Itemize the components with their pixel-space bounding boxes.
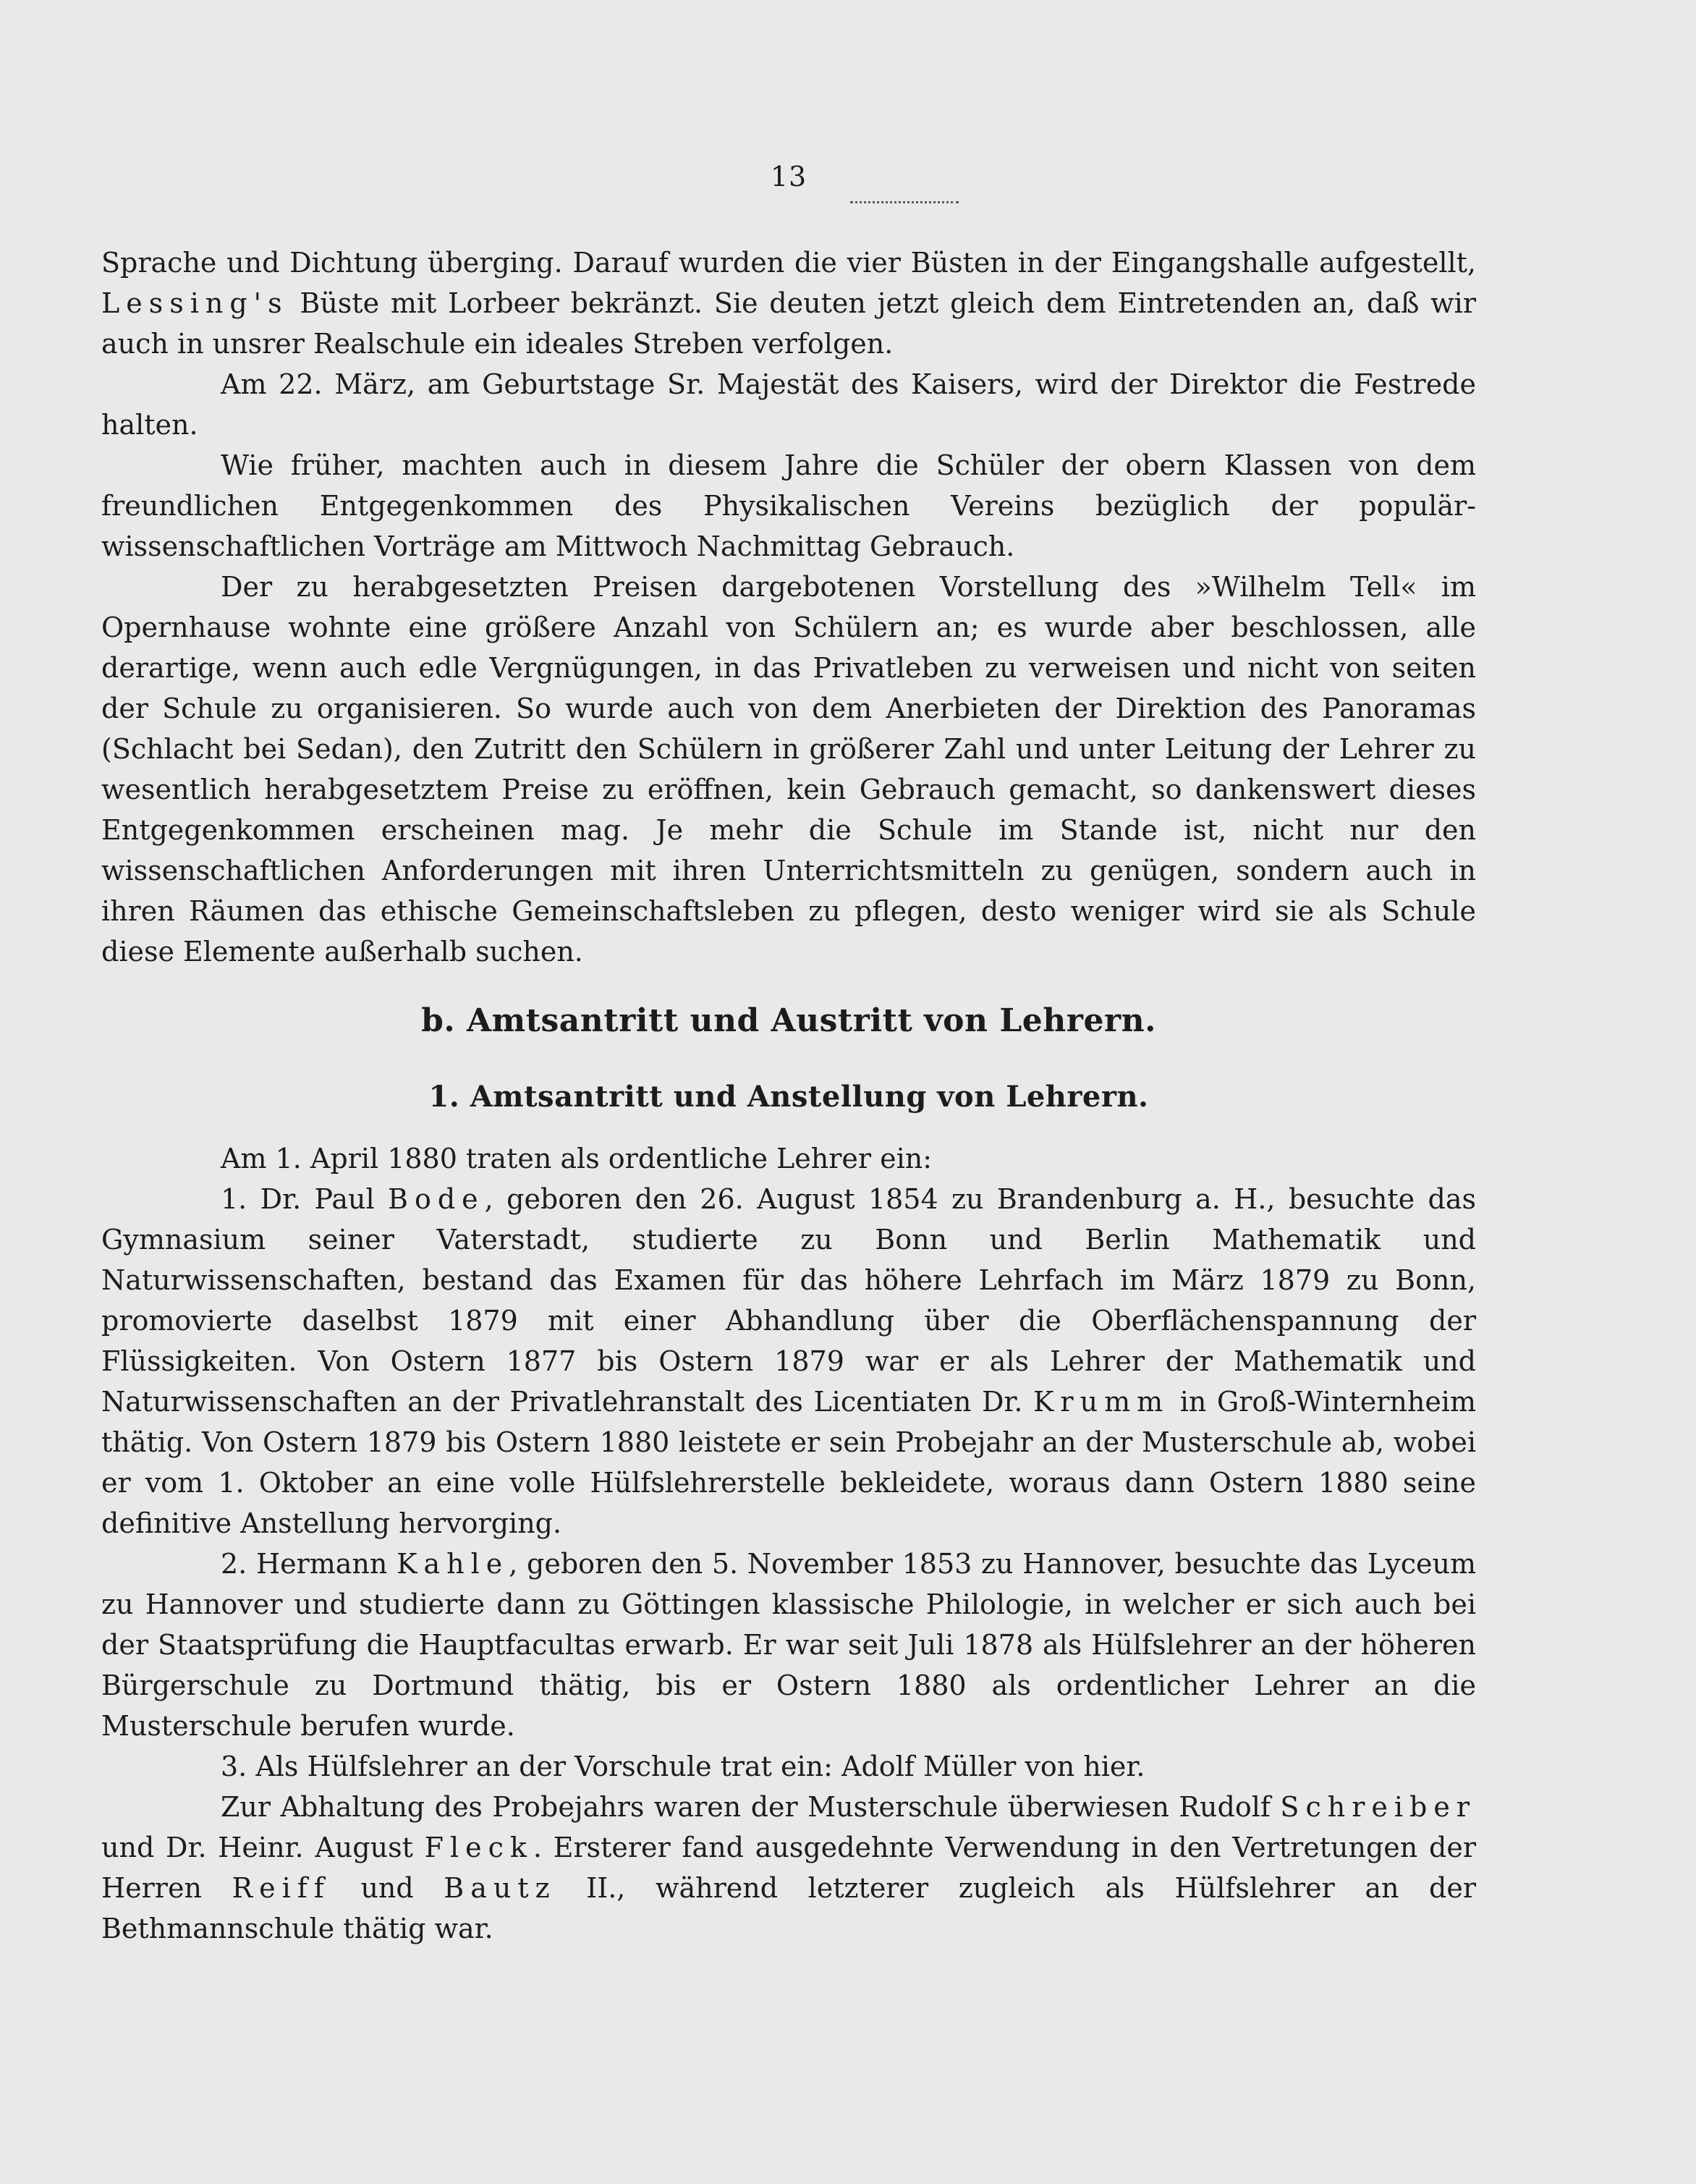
name-lessing: Lessing's [101, 287, 289, 319]
section-heading: b. Amtsantritt und Austritt von Lehrern. [421, 1002, 1156, 1039]
name-fleck: Fleck [424, 1832, 533, 1863]
teacher-entry-1 [101, 1179, 1476, 1544]
teacher-entry-1-text-c: in Groß-Winternheim thätig. Von Ostern 1879 bis Ostern 1880 leistete er sein Probejahr an der Musterschule ab, wobei er vom 1. Oktober an eine volle Hülfslehrerstelle bekleidete, woraus dann Ostern 1880 seine definitive Anstellung hervorging. [101, 1386, 1476, 1539]
name-bode: Bode [388, 1183, 485, 1215]
intro-paragraph-1 [101, 242, 1476, 364]
sub-heading: 1. Amtsantritt und Anstellung von Lehrern. [428, 1080, 1149, 1114]
teacher-entry-1-text-a: 1. Dr. Paul [221, 1183, 389, 1215]
teacher-entries-block [101, 1138, 1476, 1949]
probation-text-b: und Dr. Heinr. August [101, 1832, 425, 1863]
name-bautz: Bautz [444, 1872, 556, 1904]
teacher-entry-3: 3. Als Hülfslehrer an der Vorschule trat ein: Adolf Müller von hier. [221, 1751, 1145, 1782]
intro-text-block [101, 242, 1476, 972]
intro-paragraph-2: Am 22. März, am Geburtstage Sr. Majestät des Kaisers, wird der Direktor die Festrede halten. [101, 368, 1476, 441]
name-kahle: Kahle [397, 1548, 509, 1580]
probation-text-e: II., während letzterer zugleich als Hülfslehrer an der Bethmannschule thätig war. [101, 1872, 1476, 1944]
intro-paragraph-3: Wie früher, machten auch in diesem Jahre die Schüler der obern Klassen von dem freundlichen Entgegenkommen des Physikalischen Vereins bezüglich der populär-wissenschaftlichen Vorträge am Mittwoch Nachmittag Gebrauch. [101, 449, 1476, 562]
intro-paragraph-1-text: Sprache und Dichtung überging. Darauf wurden die vier Büsten in der Eingangshalle aufgestellt, [101, 247, 1476, 279]
teacher-entry-2-text-b: , geboren den 5. November 1853 zu Hannover, besuchte das Lyceum zu Hannover und studierte dann zu Göttingen klassische Philologie, in welcher er sich auch bei der Staatsprüfung die Hauptfacultas erwarb. Er war seit Juli 1878 als Hülfslehrer an der höheren Bürgerschule zu Dortmund thätig, bis er Ostern 1880 als ordentlicher Lehrer an die Musterschule berufen wurde. [101, 1548, 1477, 1742]
teacher-entry-2 [101, 1544, 1476, 1746]
teacher-entry-2-text-a: 2. Hermann [221, 1548, 397, 1580]
teacher-intro: Am 1. April 1880 traten als ordentliche Lehrer ein: [221, 1143, 933, 1174]
intro-paragraph-1-rest: Büste mit Lorbeer bekränzt. Sie deuten jetzt gleich dem Eintretenden an, daß wir auch in unsrer Realschule ein ideales Streben verfolgen. [101, 287, 1476, 360]
teacher-entry-1-text-b: , geboren den 26. August 1854 zu Brandenburg a. H., besuchte das Gymnasium seiner Vaterstadt, studierte zu Bonn und Berlin Mathematik und Naturwissenschaften, bestand das Examen für das höhere Lehrfach im März 1879 zu Bonn, promovierte daselbst 1879 mit einer Abhandlung über die Oberflächenspannung der Flüssigkeiten. Von Ostern 1877 bis Ostern 1879 war er als Lehrer der Mathematik und Naturwissenschaften an der Privatlehranstalt des Licentiaten Dr. [101, 1183, 1476, 1418]
document-page [101, 0, 1476, 2184]
name-reiff: Reiff [232, 1872, 331, 1904]
probation-text-a: Zur Abhaltung des Probejahrs waren der Musterschule überwiesen Rudolf [221, 1791, 1281, 1823]
probation-text-d: und [330, 1872, 444, 1904]
page-number-ornament [850, 201, 959, 203]
probation-text-c: . Ersterer fand ausgedehnte Verwendung in den Vertretungen der Herren [101, 1832, 1476, 1904]
name-schreiber: Schreiber [1280, 1791, 1476, 1823]
probation-paragraph [101, 1787, 1476, 1949]
name-krumm: Krumm [1033, 1386, 1170, 1418]
page-number: 13 [770, 161, 807, 192]
intro-paragraph-4: Der zu herabgesetzten Preisen dargebotenen Vorstellung des »Wilhelm Tell« im Opernhause wohnte eine größere Anzahl von Schülern an; es wurde aber beschlossen, alle derartige, wenn auch edle Vergnügungen, in das Privatleben zu verweisen und nicht von seiten der Schule zu organisieren. So wurde auch von dem Anerbieten der Direktion des Panoramas (Schlacht bei Sedan), den Zutritt den Schülern in größerer Zahl und unter Leitung der Lehrer zu wesentlich herabgesetztem Preise zu eröffnen, kein Gebrauch gemacht, so dankenswert dieses Entgegenkommen erscheinen mag. Je mehr die Schule im Stande ist, nicht nur den wissenschaftlichen Anforderungen mit ihren Unterrichtsmitteln zu genügen, sondern auch in ihren Räumen das ethische Gemeinschaftsleben zu pflegen, desto weniger wird sie als Schule diese Elemente außerhalb suchen. [101, 571, 1476, 968]
